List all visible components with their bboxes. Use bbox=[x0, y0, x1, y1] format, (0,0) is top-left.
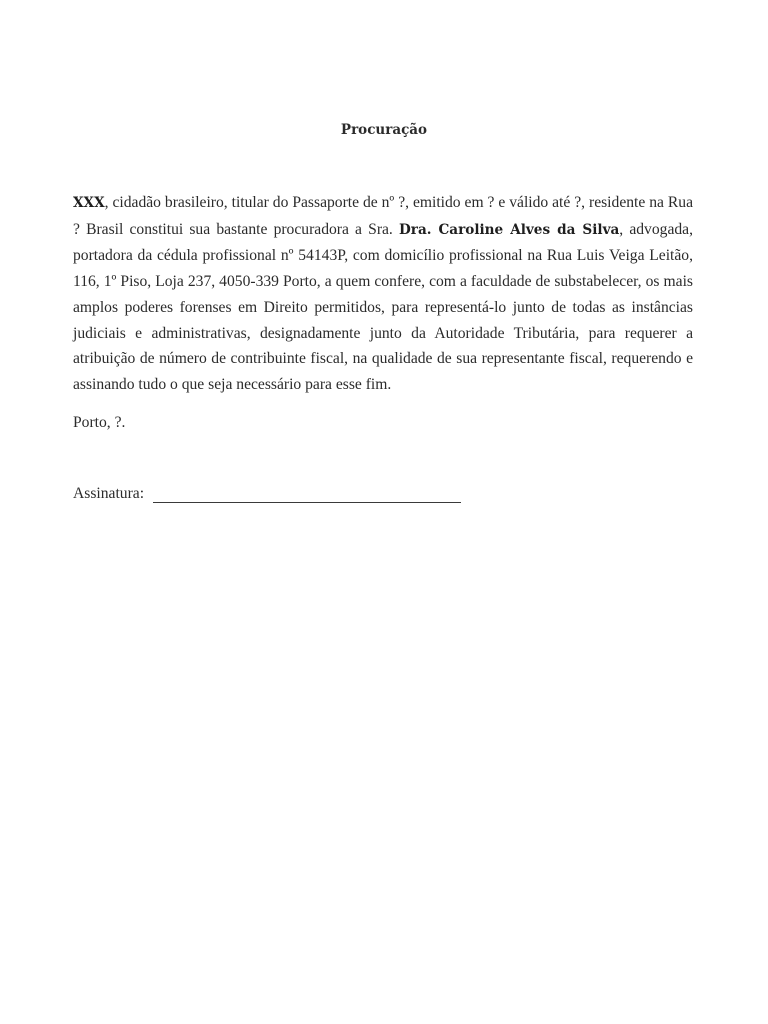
place-date: Porto, ?. bbox=[73, 414, 126, 431]
principal-name: XXX bbox=[73, 195, 105, 211]
attorney-name: Dra. Caroline Alves da Silva bbox=[399, 221, 620, 238]
signature-label: Assinatura: bbox=[73, 485, 145, 502]
signature-block bbox=[73, 485, 461, 503]
paragraph-text-part-1: , cidadão brasileiro, titular do Passaporte de nº ?, emitido em ? e válido até ?, residente na Rua ? Brasil constitui sua bastante procuradora a Sra. bbox=[73, 194, 693, 238]
document-title: Procuração bbox=[340, 122, 428, 138]
power-of-attorney-paragraph bbox=[73, 190, 693, 398]
paragraph-text-part-2: , advogada, portadora da cédula profissional nº 54143P, com domicílio profissional na Rua Luis Veiga Leitão, 116, 1º Piso, Loja 237, 4050-339 Porto, a quem confere, com a faculdade de substabelecer, os mais amplos poderes forenses em Direito permitidos, para representá-lo junto de todas as instâncias judiciais e administrativas, designadamente junto da Autoridade Tributária, para requerer a atribuição de número de contribuinte fiscal, na qualidade de sua representante fiscal, requerendo e assinando tudo o que seja necessário para esse fim. bbox=[73, 220, 693, 393]
signature-line bbox=[153, 485, 461, 503]
